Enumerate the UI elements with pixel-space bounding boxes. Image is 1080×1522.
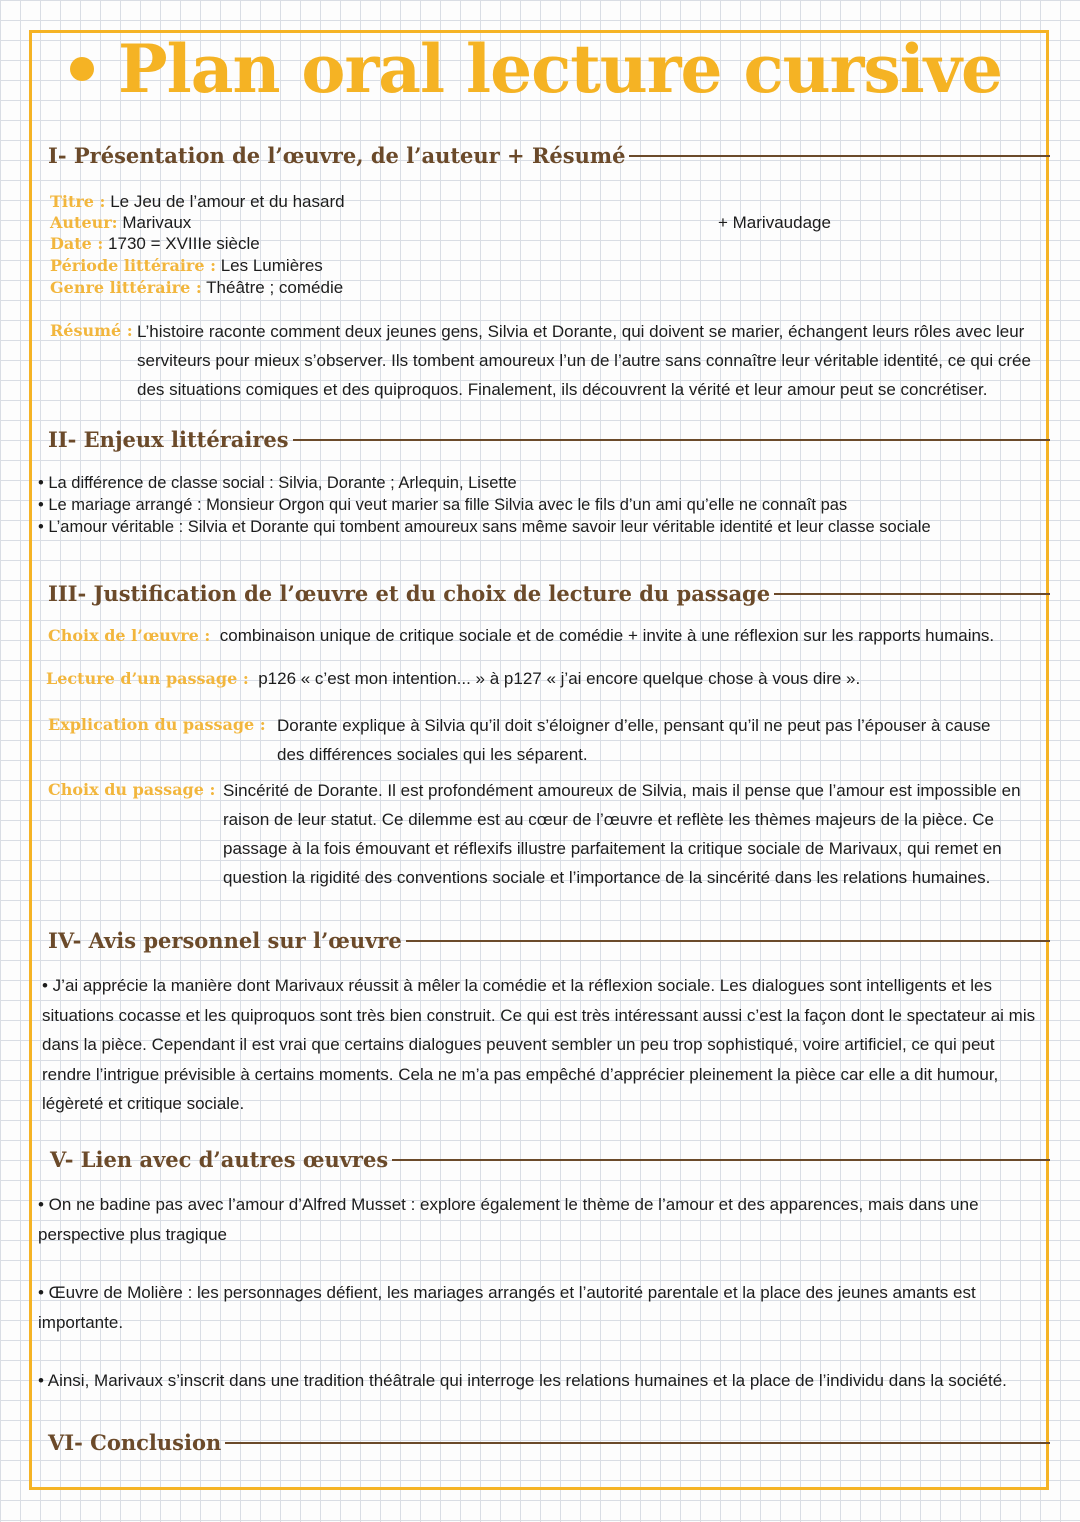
section-2-heading-text: II- Enjeux littéraires <box>48 427 289 452</box>
avis-text: • J’ai apprécie la manière dont Marivaux réussit à mêler la comédie et la réflexion sociale. Les dialogues sont intelligents et les situations cocasse et les quiproquos sont très bien construit. Ce qui est très intéressant aussi c’est la façon dont le spectateur ai mis dans la pièce. Cependant il est vrai que certains dialogues peuvent sembler un peu trop sophistiqué, voire artificiel, ce qui peut rendre l’intrigue prévisible à certains moments. Cela ne m’a pas empêché d’apprécier pleinement la pièce car elle a dit humour, légèreté et critique sociale. <box>42 976 1036 1113</box>
section-divider <box>225 1442 1050 1444</box>
date-value: 1730 = XVIIIe siècle <box>108 234 260 253</box>
titre-row <box>50 191 345 212</box>
lien-item: • On ne badine pas avec l’amour d’Alfred Musset : explore également le thème de l’amour et des apparences, mais dans une perspective plus tragique <box>38 1195 979 1244</box>
explication-label <box>48 714 266 735</box>
genre-label: Genre littéraire : <box>50 278 202 297</box>
choix-passage-text: Sincérité de Dorante. Il est profondément amoureux de Silvia, mais il pense que l’amour est impossible en raison de leur statut. Ce dilemme est au cœur de l’œuvre et reflète les thèmes majeurs de la pièce. Ce passage à la fois émouvant et réflexifs illustre parfaitement la critique sociale de Marivaux, qui remet en question la rigidité des conventions sociale et l’importance de la sincérité dans les relations humaines. <box>223 781 1021 887</box>
lecture-label: Lecture d’un passage : <box>46 669 249 688</box>
enjeu-item: • L’amour véritable : Silvia et Dorante qui tombent amoureux sans même savoir leur véritable identité et leur classe sociale <box>38 518 931 536</box>
lecture-row <box>46 668 860 689</box>
lecture-text: p126 « c’est mon intention... » à p127 « j’ai encore quelque chose à vous dire ». <box>258 669 861 688</box>
section-6-heading-text: VI- Conclusion <box>48 1430 222 1455</box>
section-4-heading <box>48 928 1050 953</box>
titre-label: Titre : <box>50 192 106 211</box>
bullet-dot-icon <box>70 57 94 81</box>
side-note: + Marivaudage <box>718 213 831 232</box>
periode-row <box>50 255 323 276</box>
genre-row <box>50 277 343 298</box>
section-divider <box>629 155 1050 157</box>
section-2-heading <box>48 427 1050 452</box>
genre-value: Théâtre ; comédie <box>206 278 344 297</box>
lien-item: • Ainsi, Marivaux s’inscrit dans une tradition théâtrale qui interroge les relations humaines et la place de l’individu dans la société. <box>38 1371 1007 1390</box>
resume-text: L’histoire raconte comment deux jeunes gens, Silvia et Dorante, qui doivent se marier, échangent leurs rôles avec leur serviteurs pour mieux s’observer. Ils tombent amoureux l’un de l’autre sans connaître leur véritable identité, ce qui crée des situations comiques et des quiproquos. Finalement, ils découvrent la vérité et leur amour peut se concrétiser. <box>137 322 1031 399</box>
date-row <box>50 233 260 254</box>
enjeu-item: • Le mariage arrangé : Monsieur Orgon qui veut marier sa fille Silvia avec le fils d’un ami qu’elle ne connaît pas <box>38 496 848 514</box>
explication-text: Dorante explique à Silvia qu’il doit s’éloigner d’elle, pensant qu’il ne peut pas l’épouser à cause des différences sociales qui les séparent. <box>277 716 991 764</box>
section-divider <box>406 940 1050 942</box>
section-3-heading <box>48 581 1050 606</box>
section-4-heading-text: IV- Avis personnel sur l’œuvre <box>48 928 402 953</box>
periode-value: Les Lumières <box>220 256 323 275</box>
resume-label-text: Résumé : <box>50 321 133 340</box>
section-divider <box>392 1159 1050 1161</box>
section-divider <box>293 439 1050 441</box>
section-3-heading-text: III- Justification de l’œuvre et du choix de lecture du passage <box>48 581 771 606</box>
resume-label <box>50 320 133 341</box>
enjeu-item: • La différence de classe social : Silvia, Dorante ; Arlequin, Lisette <box>38 474 517 492</box>
section-5-heading-text: V- Lien avec d’autres œuvres <box>50 1147 389 1172</box>
auteur-label: Auteur: <box>50 213 118 232</box>
titre-value: Le Jeu de l’amour et du hasard <box>110 192 345 211</box>
page-title-text: Plan oral lecture cursive <box>118 30 1003 108</box>
auteur-row <box>50 212 191 233</box>
date-label: Date : <box>50 234 104 253</box>
section-6-heading <box>48 1430 1050 1455</box>
periode-label: Période littéraire : <box>50 256 216 275</box>
lien-item: • Œuvre de Molière : les personnages défient, les mariages arrangés et l’autorité parentale et la place des jeunes amants est importante. <box>38 1283 976 1332</box>
page-title <box>70 30 1002 108</box>
choix-oeuvre-text: combinaison unique de critique sociale et de comédie + invite à une réflexion sur les rapports humains. <box>219 626 995 645</box>
choix-oeuvre-label: Choix de l’œuvre : <box>48 626 211 645</box>
auteur-value: Marivaux <box>122 213 192 232</box>
section-divider <box>774 593 1050 595</box>
section-1-heading-text: I- Présentation de l’œuvre, de l’auteur + Résumé <box>48 143 626 168</box>
choix-oeuvre-row <box>48 625 994 646</box>
choix-passage-label-text: Choix du passage : <box>48 780 216 799</box>
choix-passage-label <box>48 779 215 800</box>
section-5-heading <box>50 1147 1050 1172</box>
section-1-heading <box>48 143 1050 168</box>
explication-label-text: Explication du passage : <box>48 715 266 734</box>
